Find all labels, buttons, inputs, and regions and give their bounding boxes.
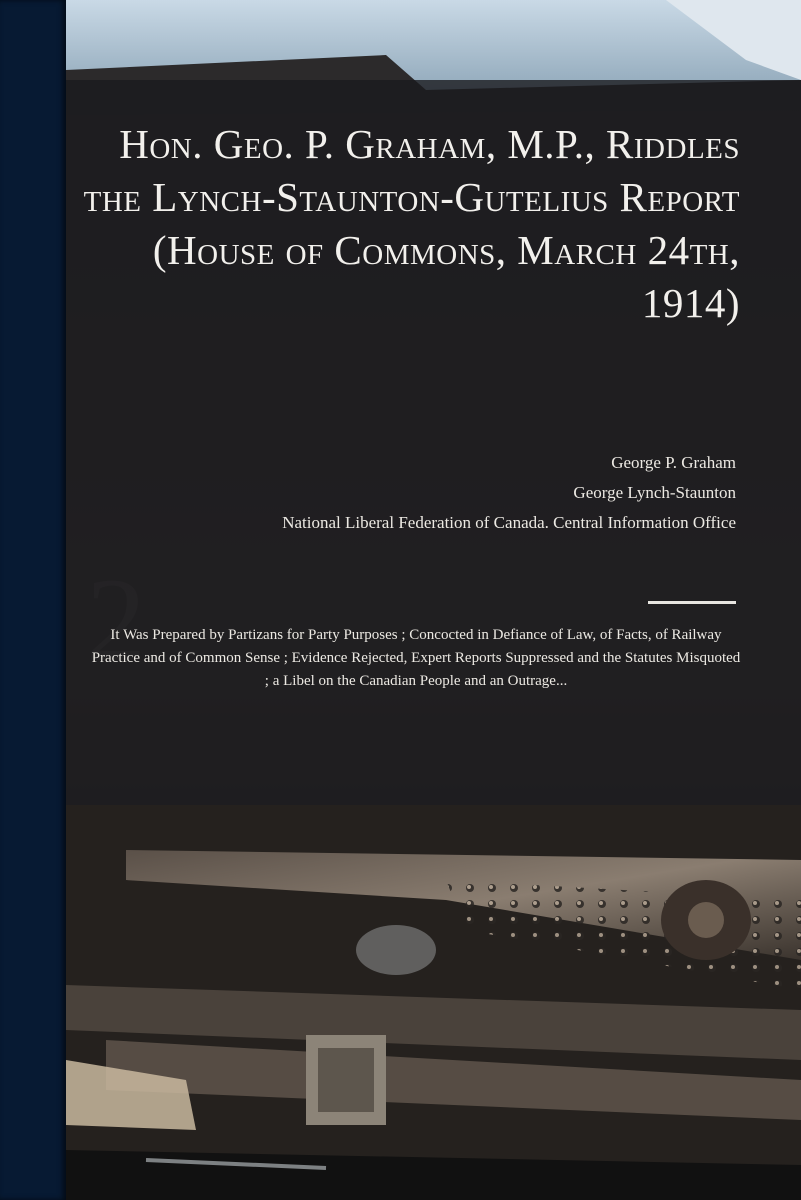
book-subtitle: It Was Prepared by Partizans for Party Purposes ; Concocted in Defiance of Law, of Facts, of Railway Practice and of Common Sense ; Evidence Rejected, Expert Reports Suppressed and the Statutes Misquoted ; a Libel on the Canadian People and an Outrage... xyxy=(91,627,741,689)
book-title: Hon. Geo. P. Graham, M.P., Riddles the Lynch-Staunton-Gutelius Report (House of Commons, March 24th, 1914) xyxy=(83,121,740,326)
author-name: National Liberal Federation of Canada. Central Information Office xyxy=(282,513,736,532)
author-name: George P. Graham xyxy=(611,453,736,472)
book-spine xyxy=(0,0,66,1200)
author-list xyxy=(100,448,736,538)
divider xyxy=(648,601,736,604)
author-name: George Lynch-Staunton xyxy=(573,483,736,502)
